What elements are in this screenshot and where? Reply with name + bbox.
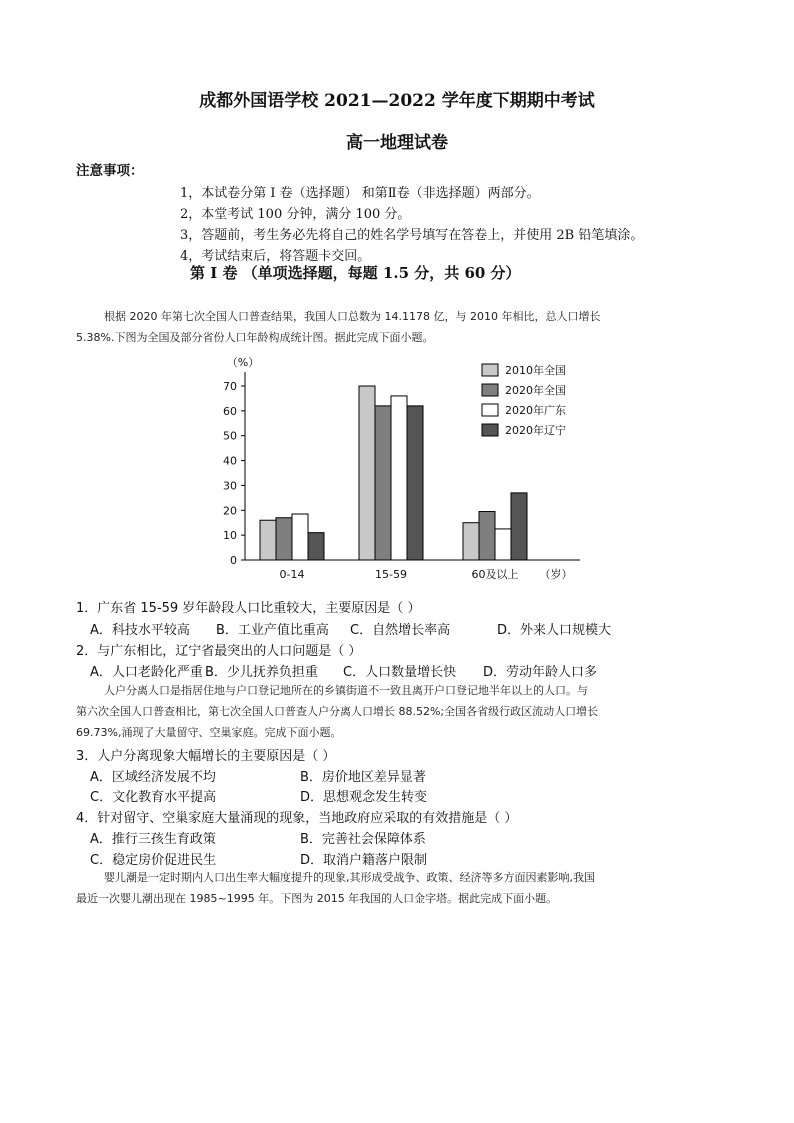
bar — [407, 406, 423, 560]
bar — [391, 396, 407, 560]
y-tick-label: 30 — [223, 479, 237, 493]
q4-option-a[interactable]: A．推行三孩生育政策 — [90, 832, 216, 847]
x-tick-label: 0-14 — [279, 568, 305, 581]
bar — [495, 529, 511, 560]
passage-line: 婴儿潮是一定时期内人口出生率大幅度提升的现象,其形成受战争、政策、经济等多方面因素影响,我国 — [104, 871, 595, 884]
y-tick-label: 10 — [223, 529, 237, 543]
legend-swatch — [482, 424, 498, 436]
section-title: 第 I 卷 （单项选择题，每题 1.5 分，共 60 分） — [190, 264, 521, 282]
q1-option-b[interactable]: B．工业产值比重高 — [216, 623, 329, 638]
passage-line: 第六次全国人口普查相比，第七次全国人口普查人户分离人口增长 88.52%;全国各省级行政区流动人口增长 — [76, 705, 599, 718]
y-tick-label: 60 — [223, 404, 237, 418]
bar — [359, 386, 375, 560]
legend-label: 2020年全国 — [505, 384, 566, 397]
legend-swatch — [482, 364, 498, 376]
x-axis-unit-label: （岁） — [539, 568, 573, 581]
q2-option-a[interactable]: A．人口老龄化严重 — [90, 665, 203, 680]
y-tick-label: 0 — [230, 554, 237, 567]
q2-option-c[interactable]: C．人口数量增长快 — [343, 665, 457, 680]
note-item: 2，本堂考试 100 分钟，满分 100 分。 — [180, 207, 411, 222]
y-axis-label: （%） — [226, 356, 260, 369]
passage-line: 根据 2020 年第七次全国人口普查结果，我国人口总数为 14.1178 亿，与 2010 年相比，总人口增长 — [104, 310, 601, 323]
passage-line: 人户分离人口是指居住地与户口登记地所在的乡镇街道不一致且离开户口登记地半年以上的人口。与 — [104, 684, 588, 697]
q2-option-b[interactable]: B．少儿抚养负担重 — [205, 665, 318, 680]
notes-heading: 注意事项： — [76, 163, 144, 179]
legend-swatch — [482, 404, 498, 416]
passage-line: 最近一次婴儿潮出现在 1985~1995 年。下图为 2015 年我国的人口金字塔。据此完成下面小题。 — [76, 892, 558, 905]
legend-label: 2010年全国 — [505, 364, 566, 377]
q1-option-c[interactable]: C．自然增长率高 — [350, 623, 451, 638]
exam-title: 成都外国语学校 2021—2022 学年度下期期中考试 — [199, 91, 595, 111]
note-item: 3，答题前，考生务必先将自己的姓名学号填写在答卷上，并使用 2B 铅笔填涂。 — [180, 228, 644, 243]
q4-option-d[interactable]: D．取消户籍落户限制 — [300, 853, 428, 868]
passage-line: 69.73%,涌现了大量留守、空巢家庭。完成下面小题。 — [76, 726, 342, 739]
note-item: 4，考试结束后，将答题卡交回。 — [180, 249, 371, 264]
age-structure-chart — [200, 348, 600, 588]
q3-option-c[interactable]: C．文化教育水平提高 — [90, 790, 217, 805]
y-tick-label: 70 — [223, 380, 237, 393]
q1-option-d[interactable]: D．外来人口规模大 — [497, 623, 612, 638]
y-tick-label: 20 — [223, 504, 237, 518]
q3-option-a[interactable]: A．区域经济发展不均 — [90, 770, 216, 785]
bar — [511, 493, 527, 560]
legend-label: 2020年广东 — [505, 404, 566, 417]
bar — [479, 512, 495, 560]
q4-option-c[interactable]: C．稳定房价促进民生 — [90, 853, 217, 868]
bar — [292, 514, 308, 560]
x-tick-label: 15-59 — [375, 568, 407, 581]
q3-option-b[interactable]: B．房价地区差异显著 — [300, 770, 426, 785]
bar — [260, 520, 276, 560]
note-item: 1，本试卷分第 I 卷（选择题） 和第Ⅱ卷（非选择题）两部分。 — [180, 186, 540, 201]
legend-label: 2020年辽宁 — [505, 424, 566, 437]
x-tick-label: 60及以上 — [471, 568, 519, 581]
bar — [308, 533, 324, 560]
question-4-stem: 4．针对留守、空巢家庭大量涌现的现象，当地政府应采取的有效措施是（ ） — [76, 811, 518, 826]
question-1-stem: 1．广东省 15-59 岁年龄段人口比重较大，主要原因是（ ） — [76, 601, 421, 616]
q4-option-b[interactable]: B．完善社会保障体系 — [300, 832, 426, 847]
bar — [463, 523, 479, 560]
question-3-stem: 3．人户分离现象大幅增长的主要原因是（ ） — [76, 749, 336, 764]
bar — [375, 406, 391, 560]
y-tick-label: 50 — [223, 429, 237, 443]
legend-swatch — [482, 384, 498, 396]
q2-option-d[interactable]: D．劳动年龄人口多 — [483, 665, 598, 680]
bar — [276, 518, 292, 560]
q3-option-d[interactable]: D．思想观念发生转变 — [300, 790, 428, 805]
passage-line: 5.38%.下图为全国及部分省份人口年龄构成统计图。据此完成下面小题。 — [76, 331, 434, 344]
q1-option-a[interactable]: A．科技水平较高 — [90, 623, 190, 638]
exam-subtitle: 高一地理试卷 — [346, 133, 448, 153]
question-2-stem: 2．与广东相比，辽宁省最突出的人口问题是（ ） — [76, 644, 362, 659]
y-tick-label: 40 — [223, 454, 237, 468]
